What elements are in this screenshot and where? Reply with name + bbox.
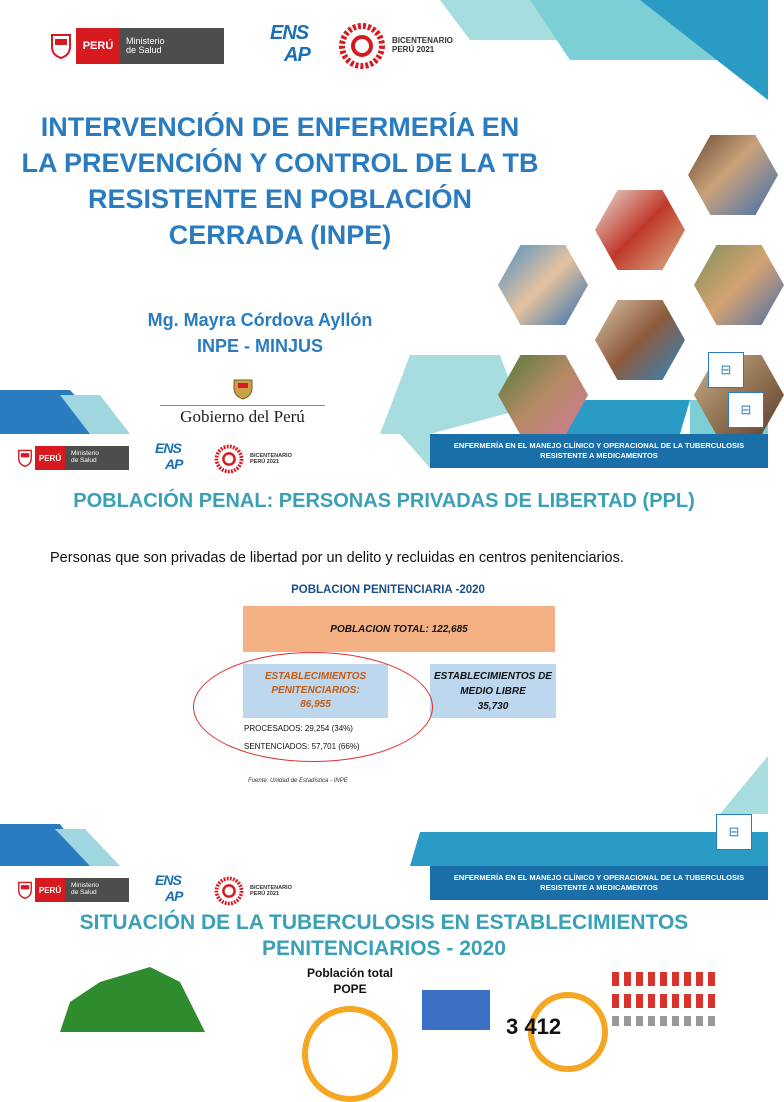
- peru-label: PERÚ: [35, 446, 65, 470]
- bicentenario-line-1: BICENTENARIO: [250, 452, 292, 459]
- peru-label: PERÚ: [76, 28, 120, 64]
- population-slide: [0, 434, 768, 866]
- author-affiliation: INPE - MINJUS: [196, 336, 324, 356]
- partial-number: 3 412: [506, 1014, 562, 1039]
- ensap-logo-bottom: AP: [284, 44, 310, 66]
- ministerio-label: [120, 28, 224, 64]
- bicentenario-line-2: PERÚ 2021: [250, 459, 280, 465]
- header-band-line-2: RESISTENTE A MEDICAMENTOS: [540, 883, 658, 892]
- header-band: [430, 434, 768, 468]
- population-label-1: Población total: [306, 966, 393, 980]
- nav-button-2[interactable]: ⊟: [728, 392, 764, 428]
- population-label: [300, 966, 400, 997]
- title-slide: [0, 0, 768, 434]
- slide-title-line-2: PENITENCIARIOS - 2020: [262, 937, 506, 961]
- header-band-line-2: RESISTENTE A MEDICAMENTOS: [540, 451, 658, 460]
- gobierno-logo: [160, 378, 325, 427]
- bicentenario-text: [392, 37, 453, 55]
- de-salud-text: de Salud: [71, 457, 97, 464]
- medio-libre-label-1: ESTABLECIMIENTOS DE: [434, 670, 552, 682]
- peru-label: PERÚ: [35, 878, 65, 902]
- people-pictogram-icon: [610, 970, 720, 1026]
- header-band-line-1: ENFERMERÍA EN EL MANEJO CLÍNICO Y OPERACIONAL DE LA TUBERCULOSIS: [453, 873, 745, 883]
- de-salud-text: de Salud: [71, 889, 97, 896]
- ensap-logo-top: ENS: [155, 440, 181, 456]
- penitentiary-label-1: ESTABLECIMIENTOS: [264, 671, 367, 682]
- slide-subtitle: Personas que son privadas de libertad por un delito y recluidas en centros penitenciarios.: [50, 550, 624, 566]
- header-band-line-1: ENFERMERÍA EN EL MANEJO CLÍNICO Y OPERACIONAL DE LA TUBERCULOSIS: [453, 441, 745, 451]
- source-note: Fuente: Unidad de Estadística - INPE: [248, 778, 348, 784]
- ensap-logo: [155, 440, 182, 472]
- ensap-logo-bottom: AP: [165, 456, 183, 472]
- bicentenario-logo: [338, 22, 453, 70]
- ensap-logo-top: ENS: [270, 22, 309, 44]
- medio-libre-box: [430, 664, 556, 718]
- population-label-2: POPE: [333, 981, 367, 996]
- presentation-title: INTERVENCIÓN DE ENFERMERÍA EN LA PREVENCIÓN Y CONTROL DE LA TB RESISTENTE EN POBLACIÓN CERRADA (INPE): [21, 112, 539, 250]
- sentenciados-stat: SENTENCIADOS: 57,701 (66%): [244, 742, 360, 751]
- bicentenario-emblem-icon: [214, 876, 244, 906]
- bicentenario-logo: [214, 876, 292, 906]
- ensap-logo-bottom: AP: [165, 888, 183, 904]
- de-salud-text: de Salud: [126, 45, 162, 55]
- tuberculosis-slide: [0, 866, 768, 1039]
- bicentenario-logo: [214, 444, 292, 474]
- procesados-stat: PROCESADOS: 29,254 (34%): [244, 724, 353, 733]
- ministerio-text: Ministerio: [71, 882, 99, 890]
- bicentenario-line-2: PERÚ 2021: [250, 891, 280, 897]
- ministerio-label: [65, 878, 129, 902]
- penitentiary-label-2: PENITENCIARIOS:: [271, 685, 360, 696]
- medio-libre-label-2: MEDIO LIBRE: [460, 685, 526, 697]
- right-light-triangle: [720, 756, 768, 814]
- bicentenario-line-1: BICENTENARIO: [392, 36, 453, 46]
- blue-block: [422, 990, 490, 1030]
- gobierno-text: Gobierno del Perú: [160, 405, 325, 427]
- nav-button-1[interactable]: ⊟: [708, 352, 744, 388]
- chart-title: POBLACION PENITENCIARIA -2020: [291, 584, 485, 596]
- bicentenario-line-1: BICENTENARIO: [250, 884, 292, 891]
- peru-ministerio-logo: [15, 878, 129, 902]
- ministerio-text: Ministerio: [126, 35, 165, 46]
- peru-shield-icon: [15, 878, 35, 902]
- peru-ministerio-logo: [15, 446, 129, 470]
- orange-ring: [302, 1006, 398, 1102]
- peru-ministerio-logo: [46, 28, 224, 64]
- escudo-icon: [230, 378, 256, 400]
- ministerio-label: [65, 446, 129, 470]
- peru-shield-icon: [46, 28, 76, 64]
- ensap-logo: [270, 22, 325, 68]
- medio-libre-value: 35,730: [477, 700, 509, 712]
- bicentenario-emblem-icon: [338, 22, 386, 70]
- slide-title: POBLACIÓN PENAL: PERSONAS PRIVADAS DE LIBERTAD (PPL): [73, 490, 695, 512]
- bottom-right-band: [410, 832, 768, 866]
- ministerio-text: Ministerio: [71, 450, 99, 458]
- slide-title-line-1: SITUACIÓN DE LA TUBERCULOSIS EN ESTABLECIMIENTOS: [79, 911, 689, 934]
- peru-map-icon: [40, 962, 210, 1032]
- bicentenario-text: [250, 885, 292, 897]
- bicentenario-emblem-icon: [214, 444, 244, 474]
- peru-shield-icon: [15, 446, 35, 470]
- header-band: [430, 866, 768, 900]
- total-population-box: POBLACION TOTAL: 122,685: [243, 606, 555, 652]
- author-name: Mg. Mayra Córdova Ayllón: [147, 310, 373, 330]
- ensap-logo: [155, 872, 182, 904]
- slide-title: [0, 910, 768, 963]
- penitentiary-value: 86,955: [300, 699, 331, 710]
- nav-button-3[interactable]: ⊟: [716, 814, 752, 850]
- bicentenario-line-2: PERÚ 2021: [392, 45, 435, 54]
- ensap-logo-top: ENS: [155, 872, 181, 888]
- bicentenario-text: [250, 453, 292, 465]
